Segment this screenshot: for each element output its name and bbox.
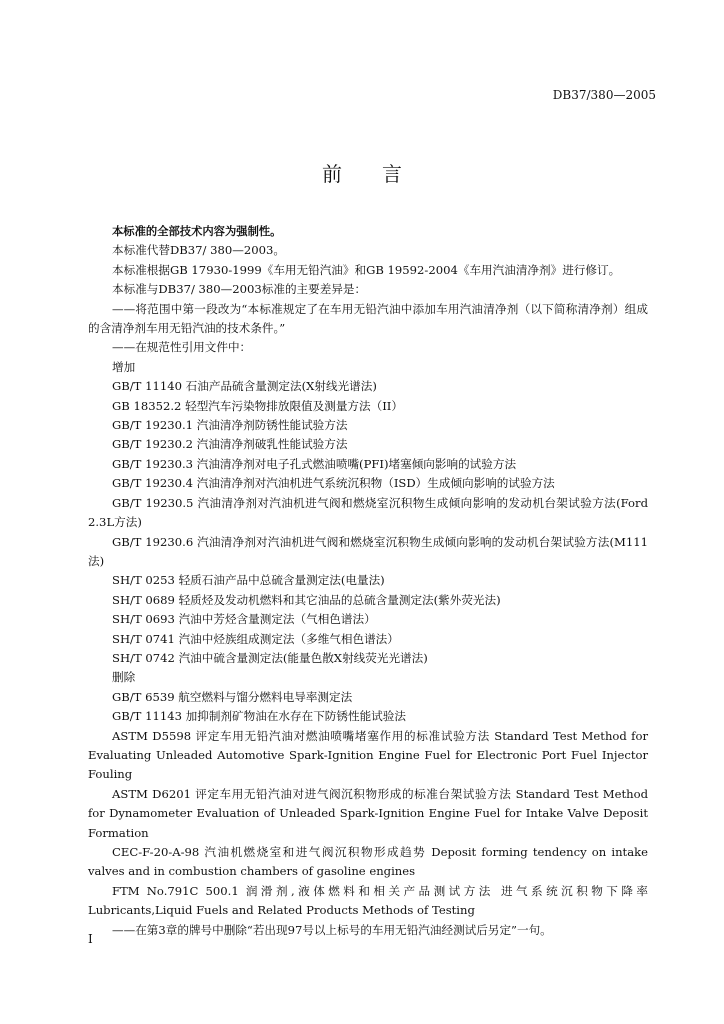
reference-item: SH/T 0693 汽油中芳烃含量测定法（气相色谱法）: [112, 612, 376, 627]
reference-item: GB/T 19230.6 汽油清净剂对汽油机进气阀和燃烧室沉积物生成倾向影响的发动机台架试验方法(M111法): [88, 534, 648, 568]
reference-item: SH/T 0253 轻质石油产品中总硫含量测定法(电量法): [112, 573, 385, 588]
reference-item: GB/T 19230.3 汽油清净剂对电子孔式燃油喷嘴(PFI)堵塞倾向影响的试验方法: [112, 456, 517, 471]
reference-item: SH/T 0741 汽油中烃族组成测定法（多维气相色谱法）: [112, 631, 399, 646]
reference-item: GB/T 19230.5 汽油清净剂对汽油机进气阀和燃烧室沉积物生成倾向影响的发动机台架试验方法(Ford 2.3L方法): [88, 495, 648, 530]
reference-item: GB/T 11143 加抑制剂矿物油在水存在下防锈性能试验法: [112, 709, 406, 724]
reference-item: GB 18352.2 轻型汽车污染物排放限值及测量方法（II）: [112, 398, 403, 413]
reference-item: CEC-F-20-A-98 汽油机燃烧室和进气阀沉积物形成趋势 Deposit forming tendency on intake valves and in combustion chambers of gasoline engines: [88, 845, 648, 879]
reference-item: ASTM D6201 评定车用无铅汽油对进气阀沉积物形成的标准台架试验方法 Standard Test Method for Dynamometer Evaluation of Unleaded Spark-Ignition Engine Fuel for Intake Valve Deposit Formation: [88, 786, 648, 840]
reference-item: FTM No.791C 500.1 润滑剂,液体燃料和相关产品测试方法 进气系统沉积物下降率 Lubricants,Liquid Fuels and Related Products Methods of Testing: [88, 883, 648, 918]
reference-item: GB/T 19230.2 汽油清净剂破乳性能试验方法: [112, 437, 348, 452]
reference-item: GB/T 19230.4 汽油清净剂对汽油机进气系统沉积物（ISD）生成倾向影响的试验方法: [112, 476, 555, 491]
paragraph: 删除: [112, 670, 136, 685]
paragraph: 本标准根据GB 17930-1999《车用无铅汽油》和GB 19592-2004《车用汽油清净剂》进行修订。: [112, 262, 621, 277]
page-number: I: [88, 932, 93, 946]
document-body: [88, 222, 648, 940]
paragraph: ——在规范性引用文件中：: [112, 340, 252, 355]
paragraph: 本标准与DB37/ 380—2003标准的主要差异是：: [112, 282, 367, 297]
reference-item: GB/T 11140 石油产品硫含量测定法(X射线光谱法): [112, 379, 377, 394]
paragraph: 本标准代替DB37/ 380—2003。: [112, 243, 285, 258]
reference-item: GB/T 6539 航空燃料与馏分燃料电导率测定法: [112, 689, 353, 704]
paragraph: 增加: [112, 359, 136, 374]
page-title: [0, 158, 724, 187]
paragraph: ——将范围中第一段改为“本标准规定了在车用无铅汽油中添加车用汽油清净剂（以下简称清净剂）组成的含清净剂车用无铅汽油的技术条件。”: [88, 301, 648, 336]
reference-item: ASTM D5598 评定车用无铅汽油对燃油喷嘴堵塞作用的标准试验方法 Standard Test Method for Evaluating Unleaded Automotive Spark-Ignition Engine Fuel for Electronic Port Fuel Injector Fouling: [88, 728, 648, 782]
paragraph: 本标准的全部技术内容为强制性。: [112, 225, 282, 238]
reference-item: GB/T 19230.1 汽油清净剂防锈性能试验方法: [112, 418, 348, 433]
reference-item: SH/T 0689 轻质烃及发动机燃料和其它油品的总硫含量测定法(紫外荧光法): [112, 592, 501, 607]
paragraph: ——在第3章的牌号中删除“若出现97号以上标号的车用无铅汽油经测试后另定”一句。: [112, 922, 552, 937]
page-title-text: 前言: [322, 162, 442, 186]
document-number: DB37/380—2005: [552, 88, 656, 102]
reference-item: SH/T 0742 汽油中硫含量测定法(能量色散X射线荧光光谱法): [112, 650, 428, 665]
